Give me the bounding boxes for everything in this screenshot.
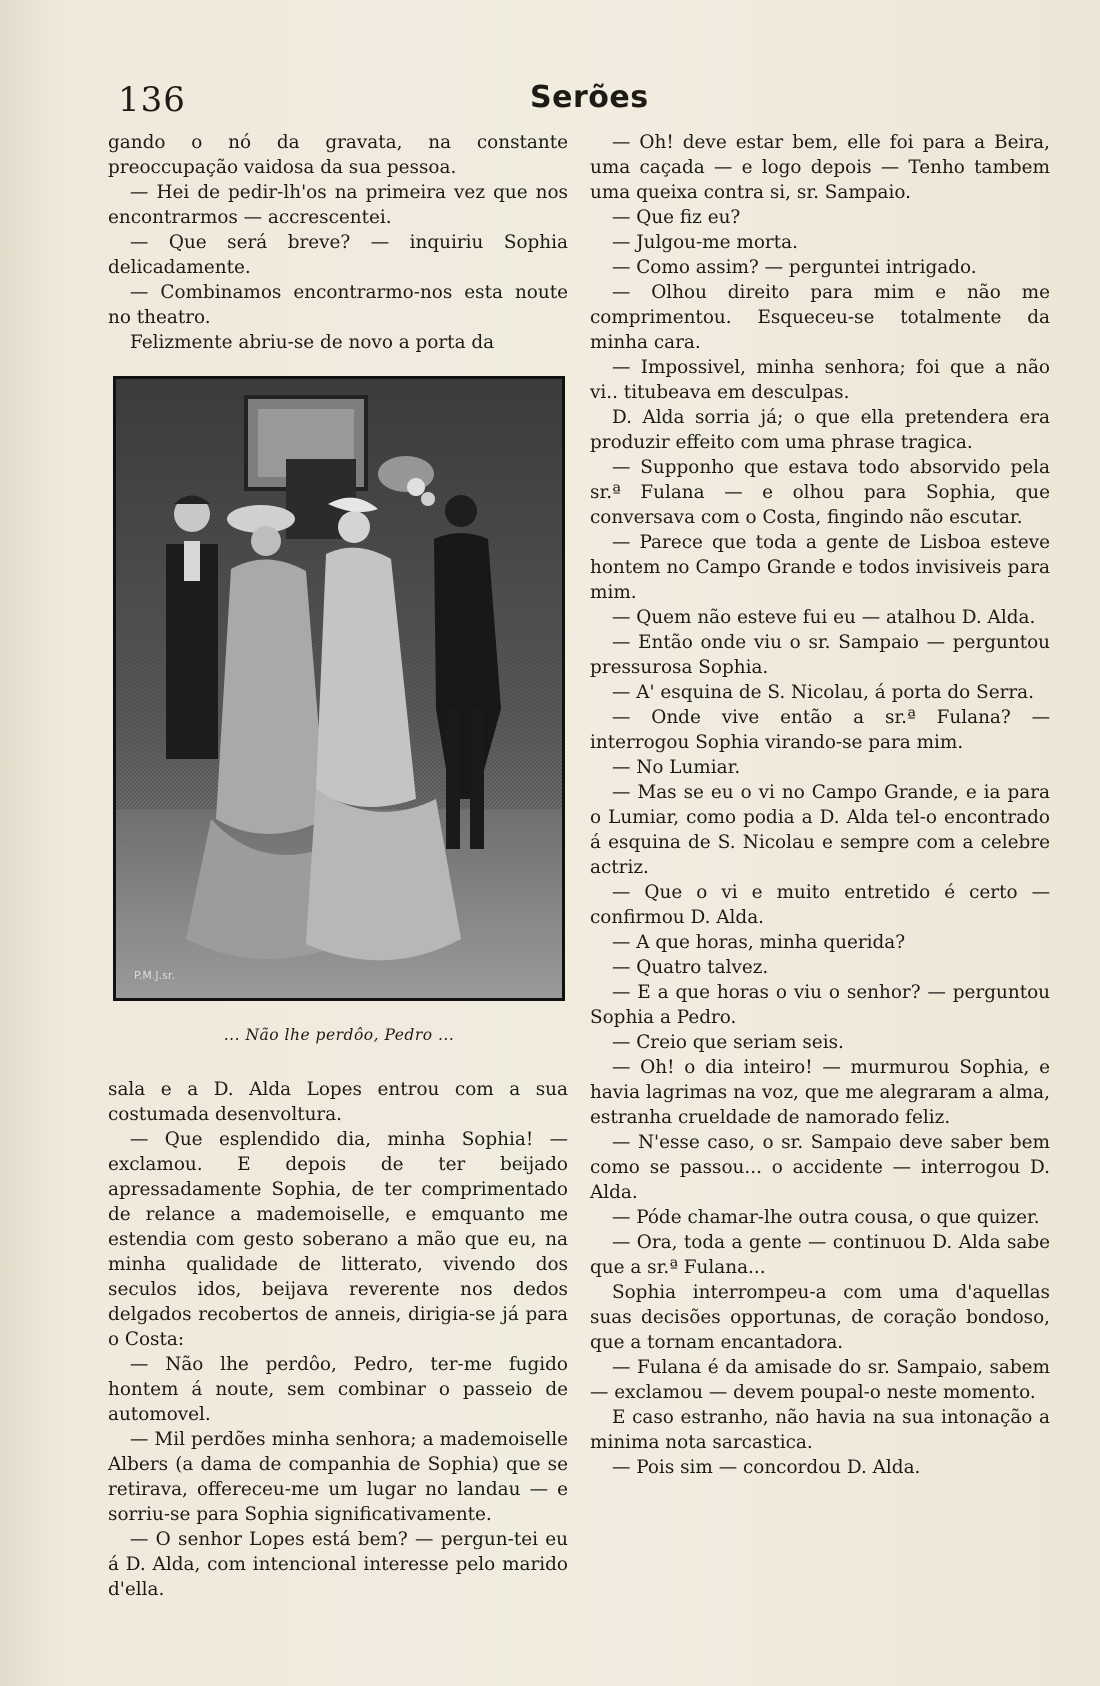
paragraph: — O senhor Lopes está bem? — pergun-tei eu á D. Alda, com intencional interesse pelo marido d'ella. <box>108 1529 568 1600</box>
paragraph: — Então onde viu o sr. Sampaio — perguntou pressurosa Sophia. <box>590 632 1050 678</box>
paragraph: — Póde chamar-lhe outra cousa, o que quizer. <box>612 1207 1040 1228</box>
paragraph: — N'esse caso, o sr. Sampaio deve saber bem como se passou... o accidente — interrogou D. Alda. <box>590 1132 1050 1203</box>
paragraph: — Que fiz eu? <box>612 207 741 228</box>
left-column-bottom <box>108 1077 568 1602</box>
page-header <box>0 80 1100 130</box>
paragraph: E caso estranho, não havia na sua intonação a minima nota sarcastica. <box>590 1407 1050 1453</box>
paragraph: — Mas se eu o vi no Campo Grande, e ia para o Lumiar, como podia a D. Alda tel-o encontrado á esquina de S. Nicolau e sempre com a celebre actriz. <box>590 782 1050 878</box>
illustration <box>113 376 565 1001</box>
running-title: Serões <box>530 80 649 115</box>
paragraph: — Fulana é da amisade do sr. Sampaio, sabem — exclamou — devem poupal-o neste momento. <box>590 1357 1050 1403</box>
paragraph: — Parece que toda a gente de Lisboa esteve hontem no Campo Grande e todos invisiveis para mim. <box>590 532 1050 603</box>
paragraph: — Supponho que estava todo absorvido pela sr.ª Fulana — e olhou para Sophia, que conversava com o Costa, fingindo não escutar. <box>590 457 1050 528</box>
paragraph: gando o nó da gravata, na constante preoccupação vaidosa da sua pessoa. <box>108 132 568 178</box>
paragraph: — A que horas, minha querida? <box>612 932 906 953</box>
paragraph: sala e a D. Alda Lopes entrou com a sua costumada desenvoltura. <box>108 1079 568 1125</box>
paragraph: — Creio que seriam seis. <box>612 1032 844 1053</box>
artist-signature: P.M.J.sr. <box>134 969 175 982</box>
paragraph: — Que será breve? — inquiriu Sophia delicadamente. <box>108 232 568 278</box>
paragraph: — Quem não esteve fui eu — atalhou D. Alda. <box>612 607 1036 628</box>
paragraph: — Oh! o dia inteiro! — murmurou Sophia, e havia lagrimas na voz, que me alegraram a alma, estranha crueldade de namorado feliz. <box>590 1057 1050 1128</box>
paragraph: — Que o vi e muito entretido é certo — confirmou D. Alda. <box>590 882 1050 928</box>
paragraph: Felizmente abriu-se de novo a porta da <box>130 332 495 353</box>
paragraph: — Ora, toda a gente — continuou D. Alda sabe que a sr.ª Fulana... <box>590 1232 1050 1278</box>
paragraph: — Mil perdões minha senhora; a mademoiselle Albers (a dama de companhia de Sophia) que se retirava, offereceu-me um lugar no landau — e sorriu-se para Sophia significativamente. <box>108 1429 568 1525</box>
paragraph: — Onde vive então a sr.ª Fulana? — interrogou Sophia virando-se para mim. <box>590 707 1050 753</box>
paragraph: — Hei de pedir-lh'os na primeira vez que nos encontrarmos — accrescentei. <box>108 182 568 228</box>
right-column <box>590 130 1050 1480</box>
page-number: 136 <box>118 80 186 120</box>
paragraph: — Como assim? — perguntei intrigado. <box>612 257 977 278</box>
paragraph: — Que esplendido dia, minha Sophia! — exclamou. E depois de ter beijado apressadamente Sophia, de ter comprimentado de relance a mademoiselle, e emquanto me estendia com gesto soberano a mão que eu, na minha qualidade de litterato, vivendo dos seculos idos, beijava reverente nos dedos delgados recobertos de anneis, dirigia-se já para o Costa: <box>108 1129 568 1350</box>
paragraph: — Julgou-me morta. <box>612 232 798 253</box>
left-column-top <box>108 130 568 355</box>
paragraph: — Olhou direito para mim e não me comprimentou. Esqueceu-se totalmente da minha cara. <box>590 282 1050 353</box>
paragraph: — No Lumiar. <box>612 757 741 778</box>
illustration-caption: ... Não lhe perdôo, Pedro ... <box>223 1026 455 1044</box>
paragraph: D. Alda sorria já; o que ella pretendera era produzir effeito com uma phrase tragica. <box>590 407 1050 453</box>
paragraph: Sophia interrompeu-a com uma d'aquellas suas decisões opportunas, de coração bondoso, que a tornam encantadora. <box>590 1282 1050 1353</box>
paragraph: — Não lhe perdôo, Pedro, ter-me fugido hontem á noute, sem combinar o passeio de automovel. <box>108 1354 568 1425</box>
paragraph: — Pois sim — concordou D. Alda. <box>612 1457 921 1478</box>
paragraph: — Quatro talvez. <box>612 957 769 978</box>
paragraph: — A' esquina de S. Nicolau, á porta do Serra. <box>612 682 1034 703</box>
paragraph: — Impossivel, minha senhora; foi que a não vi.. titubeava em desculpas. <box>590 357 1050 403</box>
paragraph: — Combinamos encontrarmo-nos esta noute no theatro. <box>108 282 568 328</box>
paragraph: — E a que horas o viu o senhor? — perguntou Sophia a Pedro. <box>590 982 1050 1028</box>
paragraph: — Oh! deve estar bem, elle foi para a Beira, uma caçada — e logo depois — Tenho tambem uma queixa contra si, sr. Sampaio. <box>590 132 1050 203</box>
